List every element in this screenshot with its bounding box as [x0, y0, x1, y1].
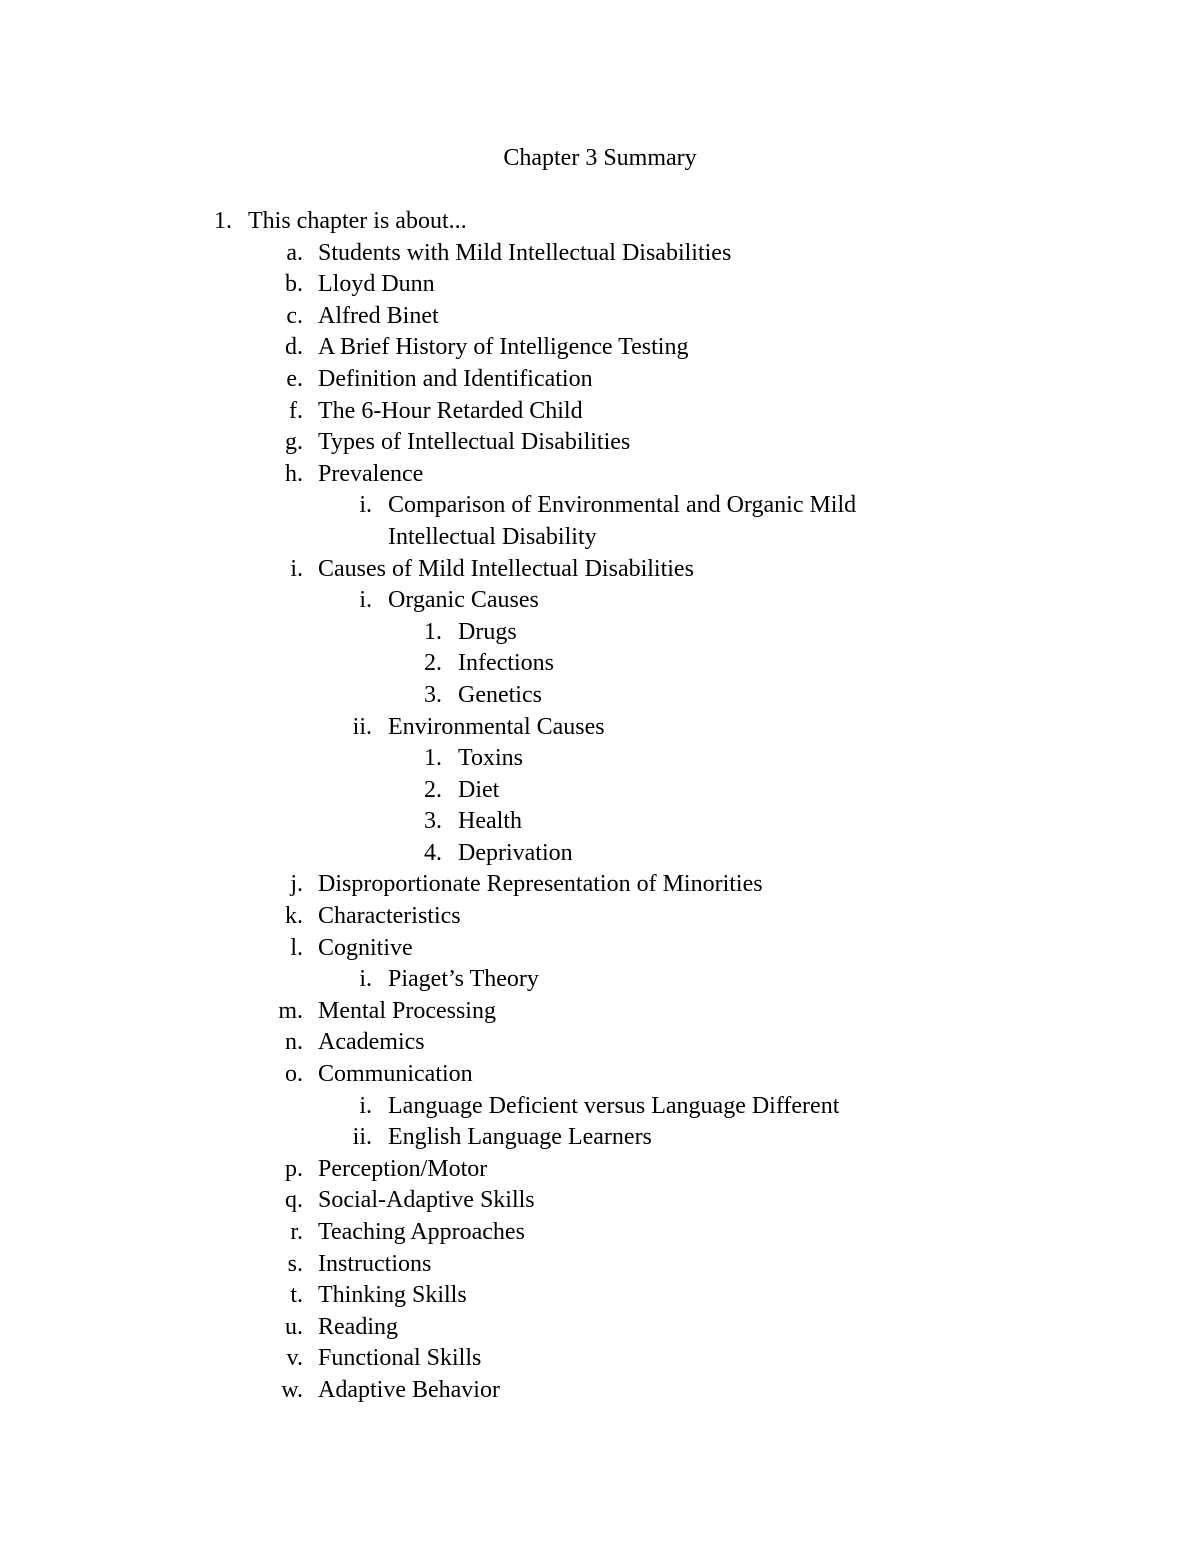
outline-item-marker: i.	[359, 1092, 372, 1119]
outline-list	[0, 206, 1200, 1407]
outline-item-text: Communication	[318, 1061, 473, 1088]
outline-item	[0, 775, 1200, 807]
outline-item	[0, 1027, 1200, 1059]
outline-item	[0, 1343, 1200, 1375]
outline-item-text: Piaget’s Theory	[388, 966, 539, 993]
outline-item	[0, 869, 1200, 901]
outline-item	[0, 427, 1200, 459]
outline-item	[0, 838, 1200, 870]
outline-item-text: Intellectual Disability	[388, 523, 597, 550]
outline-item-marker: s.	[287, 1250, 303, 1277]
outline-item-marker: r.	[290, 1219, 303, 1245]
outline-item	[0, 238, 1200, 270]
outline-item-text: Toxins	[458, 745, 523, 772]
outline-item-marker: i.	[290, 555, 303, 582]
outline-item-text: Instructions	[318, 1250, 432, 1277]
outline-item-text: Health	[458, 808, 522, 835]
outline-item-marker: 3.	[424, 808, 442, 835]
outline-item	[0, 712, 1200, 744]
outline-item	[0, 1185, 1200, 1217]
outline-item-text: Perception/Motor	[318, 1155, 488, 1182]
outline-item	[0, 1375, 1200, 1407]
outline-item-text: Mental Processing	[318, 997, 496, 1024]
outline-item-text: Alfred Binet	[318, 302, 439, 329]
outline-item-text: Teaching Approaches	[318, 1219, 525, 1245]
outline-item-text: Infections	[458, 650, 554, 677]
outline-item	[0, 585, 1200, 617]
outline-item-text: Disproportionate Representation of Minorities	[318, 871, 763, 898]
outline-item-marker: j.	[290, 871, 303, 898]
outline-item	[0, 1059, 1200, 1091]
outline-item	[0, 396, 1200, 428]
outline-item-text: Academics	[318, 1029, 425, 1056]
outline-item-text: Adaptive Behavior	[318, 1376, 500, 1403]
outline-item	[0, 301, 1200, 333]
outline-item-marker: i.	[359, 492, 372, 519]
document-title: Chapter 3 Summary	[503, 145, 697, 171]
outline-item-marker: 4.	[424, 839, 442, 866]
outline-item-marker: 2.	[424, 650, 442, 677]
outline-item	[0, 743, 1200, 775]
outline-item-marker: e.	[286, 365, 303, 392]
outline-item	[0, 459, 1200, 491]
outline-item-marker: n.	[285, 1029, 303, 1056]
outline-item-text: Reading	[318, 1313, 398, 1340]
outline-item-text: Definition and Identification	[318, 365, 593, 392]
outline-item	[0, 1122, 1200, 1154]
outline-item	[0, 269, 1200, 301]
outline-item-text: Cognitive	[318, 934, 413, 961]
outline-item-marker: i.	[359, 587, 372, 614]
outline-item-text: Deprivation	[458, 839, 573, 866]
outline-item	[0, 206, 1200, 238]
outline-item-marker: 1.	[424, 745, 442, 772]
outline-item-text: Causes of Mild Intellectual Disabilities	[318, 555, 694, 582]
outline-item-text: Functional Skills	[318, 1345, 482, 1372]
outline-item	[0, 1312, 1200, 1344]
outline-item-text: Comparison of Environmental and Organic Mild	[388, 492, 857, 519]
outline-item-marker: ii.	[352, 713, 372, 740]
outline-item-marker: f.	[289, 397, 303, 424]
outline-item-text: The 6-Hour Retarded Child	[318, 397, 583, 424]
outline-item	[0, 1154, 1200, 1186]
outline-item-text: This chapter is about...	[248, 208, 467, 234]
outline-item-marker: 2.	[424, 776, 442, 803]
outline-item	[0, 1217, 1200, 1249]
outline-item	[0, 996, 1200, 1028]
outline-item	[0, 617, 1200, 649]
outline-item-text: English Language Learners	[388, 1124, 652, 1151]
outline-item	[0, 364, 1200, 396]
outline-item-text: A Brief History of Intelligence Testing	[318, 334, 689, 361]
outline-item	[0, 648, 1200, 680]
outline-item-marker: d.	[285, 334, 303, 361]
outline-item	[0, 933, 1200, 965]
outline-item-text: Lloyd Dunn	[318, 271, 435, 298]
outline-item	[0, 680, 1200, 712]
outline-item	[0, 490, 1200, 522]
outline-item-text: Characteristics	[318, 903, 461, 930]
outline-item-text: Diet	[458, 776, 500, 803]
outline-item	[0, 806, 1200, 838]
outline-item-marker: t.	[290, 1282, 303, 1309]
outline-item-marker: h.	[285, 460, 303, 487]
outline-item-marker: k.	[285, 903, 303, 930]
outline-item-marker: u.	[285, 1313, 303, 1340]
outline-item-marker: p.	[285, 1155, 303, 1182]
outline-item-marker: ii.	[352, 1124, 372, 1151]
outline-item-marker: a.	[286, 239, 303, 266]
outline-item-marker: b.	[285, 271, 303, 298]
outline-item-marker: w.	[281, 1376, 303, 1403]
outline-item-marker: c.	[286, 302, 303, 329]
outline-item	[0, 1249, 1200, 1281]
outline-item-text: Language Deficient versus Language Different	[388, 1092, 840, 1119]
outline-item-text: Types of Intellectual Disabilities	[318, 429, 631, 456]
outline-item	[0, 901, 1200, 933]
outline-item	[0, 964, 1200, 996]
outline-item-text: Organic Causes	[388, 587, 539, 614]
outline-item-marker: o.	[285, 1061, 303, 1088]
outline-item-marker: 1.	[424, 618, 442, 645]
outline-item-marker: m.	[278, 997, 303, 1024]
outline-item-marker: 3.	[424, 681, 442, 708]
outline-item	[0, 332, 1200, 364]
outline-item	[0, 522, 1200, 554]
outline-item-text: Genetics	[458, 681, 542, 708]
outline-item-text: Social-Adaptive Skills	[318, 1187, 535, 1214]
outline-item-text: Environmental Causes	[388, 713, 605, 740]
outline-item	[0, 1280, 1200, 1312]
outline-item	[0, 554, 1200, 586]
outline-item-text: Prevalence	[318, 460, 424, 487]
outline-item-marker: q.	[285, 1187, 303, 1214]
outline-item-marker: 1.	[214, 208, 232, 234]
outline-item-text: Drugs	[458, 618, 517, 645]
outline-item-marker: g.	[285, 429, 303, 456]
outline-item	[0, 1091, 1200, 1123]
outline-item-text: Thinking Skills	[318, 1282, 467, 1309]
outline-item-marker: i.	[359, 966, 372, 993]
outline-item-text: Students with Mild Intellectual Disabilities	[318, 239, 732, 266]
outline-item-marker: l.	[290, 934, 303, 961]
outline-item-marker: v.	[286, 1345, 303, 1372]
